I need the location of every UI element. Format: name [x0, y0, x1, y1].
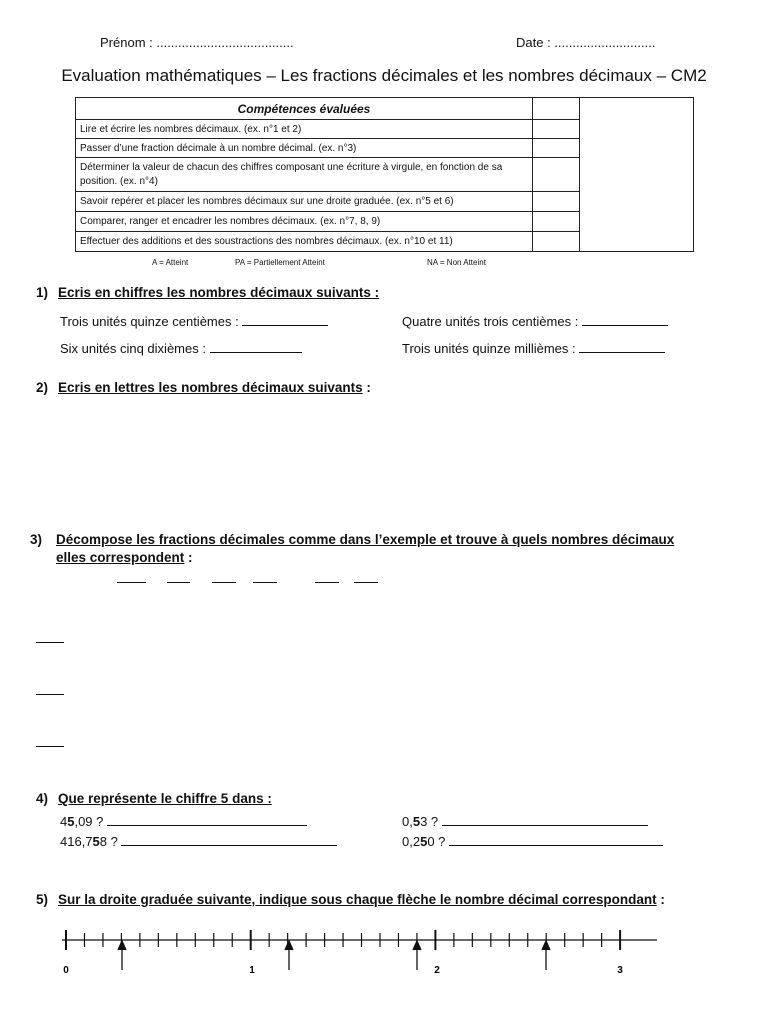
prenom-field[interactable]: Prénom : ...................................... [100, 35, 294, 50]
question-3-title-cont [56, 550, 193, 565]
question-colon: : [184, 550, 193, 565]
fraction-bar [117, 582, 146, 583]
question-text: Que représente le chiffre 5 dans : [58, 791, 272, 806]
legend-partiel: PA = Partiellement Atteint [235, 258, 325, 267]
question-text: Ecris en lettres les nombres décimaux suivants [58, 380, 363, 395]
highlighted-digit: 5 [67, 814, 75, 829]
grade-cell[interactable] [533, 232, 580, 252]
answer-blank[interactable] [579, 342, 665, 353]
date-field[interactable]: Date : ............................ [516, 35, 656, 50]
highlighted-digit: 5 [92, 834, 100, 849]
number-part: ,09 ? [74, 814, 104, 829]
question-2-title [36, 380, 371, 395]
competence-row: Savoir repérer et placer les nombres décimaux sur une droite graduée. (ex. n°5 et 6) [76, 192, 533, 212]
number-line-label-2: 2 [434, 965, 440, 976]
question-3-title [30, 532, 674, 547]
grade-cell[interactable] [533, 120, 580, 139]
fraction-bar [315, 582, 339, 583]
number-part: 0 ? [427, 834, 446, 849]
competence-row: Comparer, ranger et encadrer les nombres décimaux. (ex. n°7, 8, 9) [76, 212, 533, 232]
competence-row: Passer d’une fraction décimale à un nombre décimal. (ex. n°3) [76, 139, 533, 158]
answer-blank[interactable] [242, 315, 328, 326]
q1-item [402, 314, 668, 329]
number-part: 3 ? [420, 814, 439, 829]
competences-table [75, 97, 694, 252]
arrow-head [285, 941, 293, 950]
answer-blank[interactable] [449, 835, 663, 846]
grade-cell[interactable] [533, 158, 580, 192]
arrow-head [118, 941, 126, 950]
q1-item-label: Six unités cinq dixièmes : [60, 341, 206, 356]
q1-item-label: Trois unités quinze centièmes : [60, 314, 239, 329]
question-number: 4) [36, 791, 49, 806]
competence-row: Effectuer des additions et des soustractions des nombres décimaux. (ex. n°10 et 11) [76, 232, 533, 252]
question-text: Décompose les fractions décimales comme dans l’exemple et trouve à quels nombres décimaux [56, 532, 675, 547]
fraction-bar[interactable] [36, 694, 64, 695]
grade-cell[interactable] [533, 192, 580, 212]
fraction-bar [253, 582, 277, 583]
question-5-title [36, 892, 665, 907]
question-number: 1) [36, 285, 49, 300]
fraction-bar[interactable] [36, 746, 64, 747]
page-title: Evaluation mathématiques – Les fractions décimales et les nombres décimaux – CM2 [61, 66, 707, 85]
number-line-label-3: 3 [617, 965, 623, 976]
number-part: 0,2 [402, 834, 421, 849]
answer-blank[interactable] [121, 835, 337, 846]
number-part: 8 ? [99, 834, 118, 849]
number-line-label-0: 0 [63, 965, 69, 976]
fraction-bar [167, 582, 190, 583]
arrow-head [413, 941, 421, 950]
q1-item [402, 341, 665, 356]
competence-row: Déterminer la valeur de chacun des chiffres composant une écriture à virgule, en fonction de sa position. (ex. n°4) [76, 158, 533, 192]
legend-atteint: A = Atteint [152, 258, 189, 267]
number-part: 4 [60, 814, 68, 829]
answer-blank[interactable] [442, 815, 648, 826]
competences-heading: Compétences évaluées [76, 98, 533, 120]
question-colon: : [362, 380, 371, 395]
arrow-head [542, 941, 550, 950]
q4-item [60, 834, 337, 849]
q1-item [60, 341, 302, 356]
grade-cell[interactable] [533, 139, 580, 158]
score-box[interactable] [580, 98, 694, 252]
question-text: Ecris en chiffres les nombres décimaux suivants : [58, 285, 380, 300]
legend-non-atteint: NA = Non Atteint [427, 258, 486, 267]
fraction-bar [212, 582, 236, 583]
question-4-title [36, 791, 272, 806]
question-number: 3) [30, 532, 43, 547]
highlighted-digit: 5 [420, 834, 428, 849]
fraction-bar [354, 582, 378, 583]
fraction-bar[interactable] [36, 642, 64, 643]
number-line-label-1: 1 [249, 965, 255, 976]
q4-item [60, 814, 307, 829]
q1-item [60, 314, 328, 329]
question-number: 5) [36, 892, 49, 907]
q4-item [402, 834, 663, 849]
answer-blank[interactable] [210, 342, 302, 353]
question-number: 2) [36, 380, 49, 395]
q4-item [402, 814, 648, 829]
competence-row: Lire et écrire les nombres décimaux. (ex. n°1 et 2) [76, 120, 533, 139]
grade-cell[interactable] [533, 212, 580, 232]
number-part: 416,7 [60, 834, 93, 849]
q1-item-label: Trois unités quinze millièmes : [402, 341, 576, 356]
question-1-title [36, 285, 379, 300]
question-text: Sur la droite graduée suivante, indique sous chaque flèche le nombre décimal correspondant [58, 892, 657, 907]
question-text: elles correspondent [56, 550, 185, 565]
q1-item-label: Quatre unités trois centièmes : [402, 314, 579, 329]
answer-blank[interactable] [582, 315, 668, 326]
answer-blank[interactable] [107, 815, 307, 826]
number-line [0, 920, 768, 990]
highlighted-digit: 5 [412, 814, 421, 829]
number-part: 0, [402, 814, 413, 829]
grade-cell[interactable] [533, 98, 580, 120]
question-colon: : [656, 892, 665, 907]
